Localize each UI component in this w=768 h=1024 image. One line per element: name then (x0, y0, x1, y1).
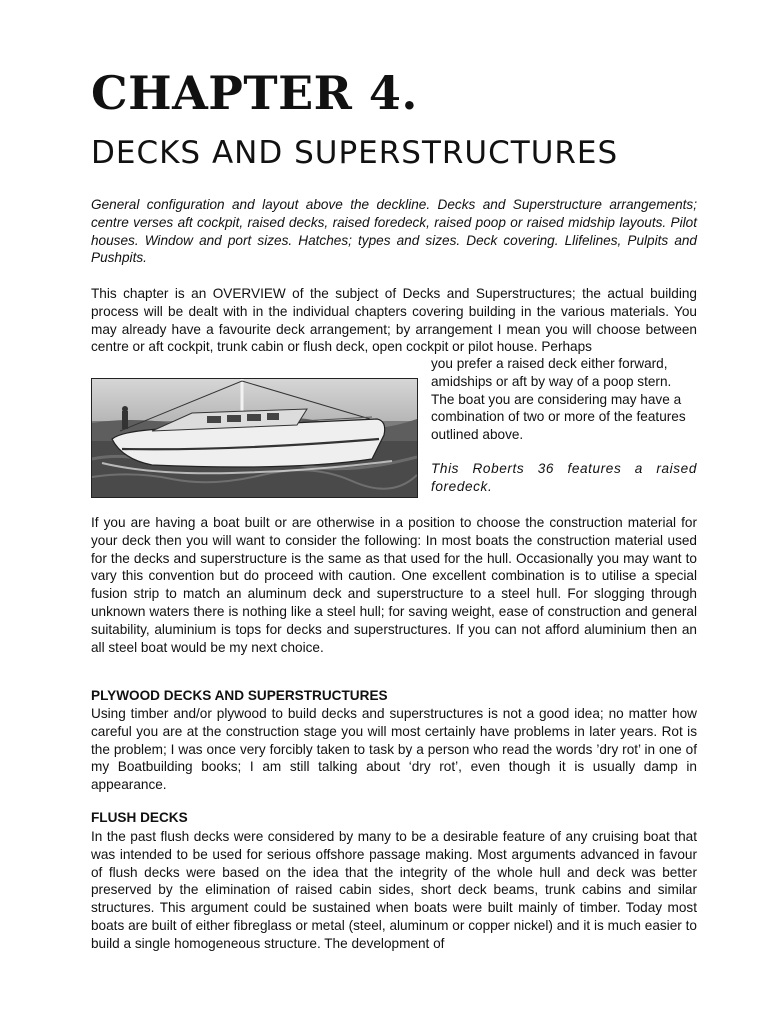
section-heading-plywood: PLYWOOD DECKS AND SUPERSTRUCTURES (91, 688, 388, 703)
flush-decks-paragraph: In the past flush decks were considered by many to be a desirable feature of any cruising boat that was intended to be used for serious offshore passage making. Most arguments advanced in favour of flush decks were based on the idea that the integrity of the whole hull and deck was better preserved by the elimination of raised cabin sides, short deck beams, trunk cabins and similar structures. This argument could be sustained when boats were built mainly of timber. Today most boats are built of either fibreglass or metal (steel, aluminum or copper nickel) and it is much easier to build a single homogeneous structure. The development of (91, 829, 697, 951)
overview-continued: you prefer a raised deck either forward, amidships or aft by way of a poop stern. The boat you are considering may have a combination of two or more of the features outlined above. (431, 356, 686, 443)
materials-paragraph: If you are having a boat built or are otherwise in a position to choose the construction material for your deck then you will want to consider the following: In most boats the construction material used for the decks and superstructure is the same as that used for the hull. Occasionally you may want to vary this convention but do proceed with caution. One excellent combination is to utilise a special fusion strip to match an aluminum deck and superstructure to a steel hull. For slogging through unknown waters there is nothing like a steel hull; for saving weight, ease of construction and general suitability, aluminium is tops for decks and superstructures. If you can not afford aluminium then an all steel boat would be my next choice. (91, 515, 697, 655)
intro-summary: General configuration and layout above the deckline. Decks and Superstructure arrangements; centre verses aft cockpit, raised decks, raised foredeck, raised poop or raised midship layouts. Pilot houses. Window and port sizes. Hatches; types and sizes. Deck covering. Llifelines, Pulpits and Pushpits. (91, 197, 697, 266)
chapter-number: CHAPTER 4. (91, 66, 418, 120)
overview-paragraph: This chapter is an OVERVIEW of the subject of Decks and Superstructures; the actual building process will be dealt with in the individual chapters covering building in the various materials. You may already have a favourite deck arrangement; by arrangement I mean you will choose between centre or aft cockpit, trunk cabin or flush deck, open cockpit or pilot house. Perhaps (91, 286, 697, 355)
plywood-paragraph: Using timber and/or plywood to build decks and superstructures is not a good idea; no matter how careful you are at the construction stage you will most certainly have problems in later years. Rot is the problem; I was once very forcibly taken to task by a person who read the words ’dry rot’ in one of my Boatbuilding books; I am still talking about ‘dry rot’, even though it is usually damp in appearance. (91, 706, 697, 793)
photo-caption: This Roberts 36 features a raised foredeck. (431, 461, 697, 494)
section-heading-flush-decks: FLUSH DECKS (91, 810, 188, 825)
boat-photo (91, 378, 418, 498)
sailboat-image (92, 379, 417, 497)
chapter-title: DECKS AND SUPERSTRUCTURES (91, 135, 619, 171)
